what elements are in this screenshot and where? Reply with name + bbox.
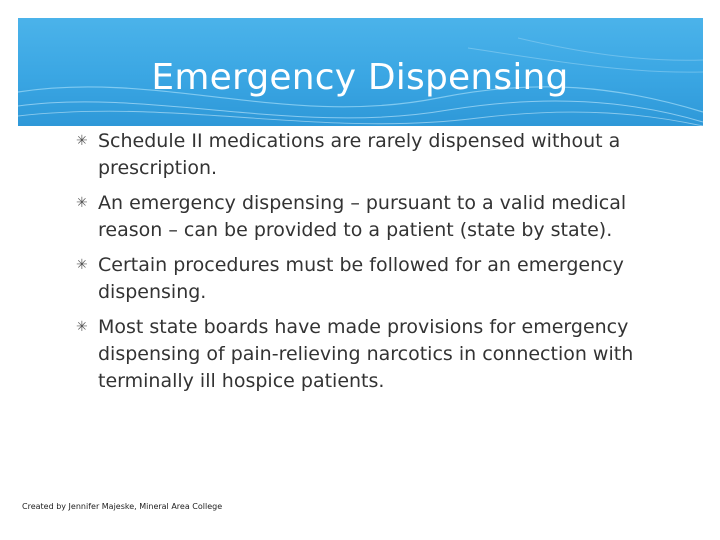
asterisk-bullet-icon: ✳	[76, 257, 88, 273]
asterisk-bullet-icon: ✳	[76, 319, 88, 335]
slide-title: Emergency Dispensing	[151, 57, 569, 98]
bullet-item	[72, 190, 652, 244]
bullet-text: Most state boards have made provisions for emergency dispensing of pain-relieving narcotics in connection with terminally ill hospice patients.	[98, 316, 634, 392]
bullet-text: Certain procedures must be followed for an emergency dispensing.	[98, 254, 624, 303]
bullet-text: An emergency dispensing – pursuant to a valid medical reason – can be provided to a patient (state by state).	[98, 192, 627, 241]
footer-credit: Created by Jennifer Majeske, Mineral Area College	[22, 502, 223, 511]
bullet-item	[72, 128, 652, 182]
bullet-item	[72, 314, 652, 395]
asterisk-bullet-icon: ✳	[76, 195, 88, 211]
bullet-text: Schedule II medications are rarely dispensed without a prescription.	[98, 130, 621, 179]
bullet-item	[72, 252, 652, 306]
bullet-list	[72, 128, 652, 403]
asterisk-bullet-icon: ✳	[76, 133, 88, 149]
